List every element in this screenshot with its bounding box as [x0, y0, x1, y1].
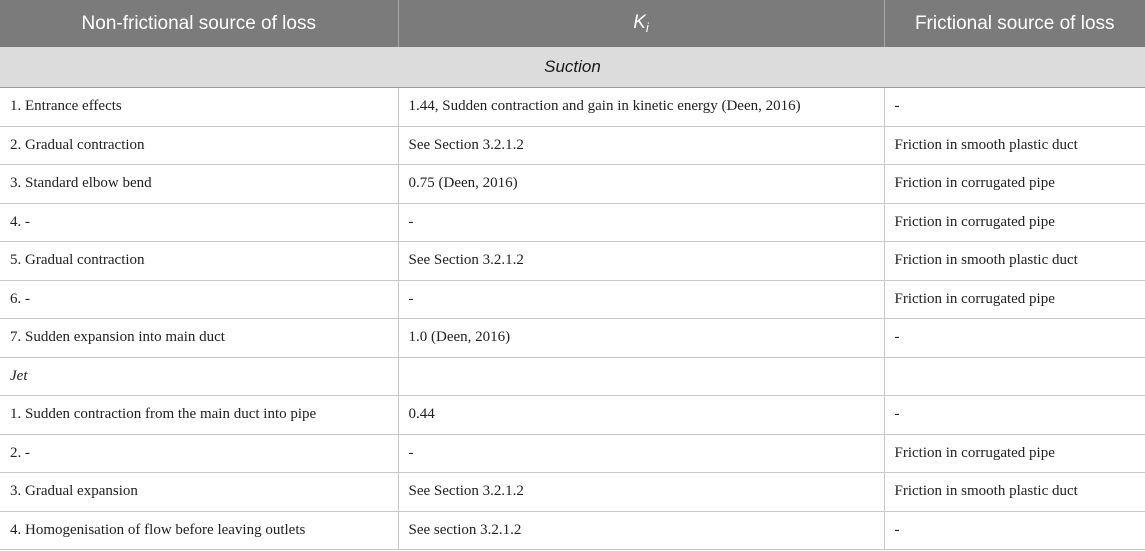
table-row	[0, 434, 1145, 473]
table-row	[0, 165, 1145, 204]
cell-source: 1. Sudden contraction from the main duct into pipe	[0, 396, 398, 435]
header-row	[0, 0, 1145, 47]
cell-source: 1. Entrance effects	[0, 88, 398, 127]
cell-friction: Friction in corrugated pipe	[884, 203, 1145, 242]
cell-ki: See section 3.2.1.2	[398, 511, 884, 550]
cell-friction: -	[884, 319, 1145, 358]
cell-ki: See Section 3.2.1.2	[398, 242, 884, 281]
table-row	[0, 473, 1145, 512]
cell-source: 2. -	[0, 434, 398, 473]
cell-ki: 1.0 (Deen, 2016)	[398, 319, 884, 358]
cell-ki: -	[398, 203, 884, 242]
cell-friction: Friction in smooth plastic duct	[884, 242, 1145, 281]
header-non-frictional: Non-frictional source of loss	[0, 0, 398, 47]
cell-friction: Friction in corrugated pipe	[884, 165, 1145, 204]
header-ki	[398, 0, 884, 47]
table-row	[0, 126, 1145, 165]
cell-friction: -	[884, 396, 1145, 435]
cell-friction: Friction in smooth plastic duct	[884, 473, 1145, 512]
cell-source: 5. Gradual contraction	[0, 242, 398, 281]
cell-empty	[884, 357, 1145, 396]
cell-ki: 0.44	[398, 396, 884, 435]
table-row	[0, 319, 1145, 358]
cell-friction: Friction in corrugated pipe	[884, 280, 1145, 319]
header-ki-main: K	[633, 12, 646, 33]
cell-source: 3. Gradual expansion	[0, 473, 398, 512]
section-row-jet	[0, 357, 1145, 396]
cell-ki: 1.44, Sudden contraction and gain in kinetic energy (Deen, 2016)	[398, 88, 884, 127]
cell-source: 4. Homogenisation of flow before leaving outlets	[0, 511, 398, 550]
cell-source: 7. Sudden expansion into main duct	[0, 319, 398, 358]
cell-friction: -	[884, 511, 1145, 550]
table-row	[0, 242, 1145, 281]
cell-friction: Friction in smooth plastic duct	[884, 126, 1145, 165]
section-label-jet: Jet	[0, 357, 398, 396]
header-ki-subscript: i	[645, 20, 649, 35]
table-row	[0, 280, 1145, 319]
cell-source: 3. Standard elbow bend	[0, 165, 398, 204]
section-row-suction	[0, 47, 1145, 88]
cell-ki: See Section 3.2.1.2	[398, 473, 884, 512]
header-frictional: Frictional source of loss	[884, 0, 1145, 47]
table-row	[0, 396, 1145, 435]
cell-empty	[398, 357, 884, 396]
cell-friction: -	[884, 88, 1145, 127]
section-label-suction: Suction	[0, 47, 1145, 88]
cell-source: 2. Gradual contraction	[0, 126, 398, 165]
cell-ki: -	[398, 434, 884, 473]
table-row	[0, 88, 1145, 127]
cell-ki: -	[398, 280, 884, 319]
table-row	[0, 203, 1145, 242]
cell-friction: Friction in corrugated pipe	[884, 434, 1145, 473]
table-row	[0, 511, 1145, 550]
cell-ki: See Section 3.2.1.2	[398, 126, 884, 165]
cell-source: 6. -	[0, 280, 398, 319]
cell-ki: 0.75 (Deen, 2016)	[398, 165, 884, 204]
cell-source: 4. -	[0, 203, 398, 242]
